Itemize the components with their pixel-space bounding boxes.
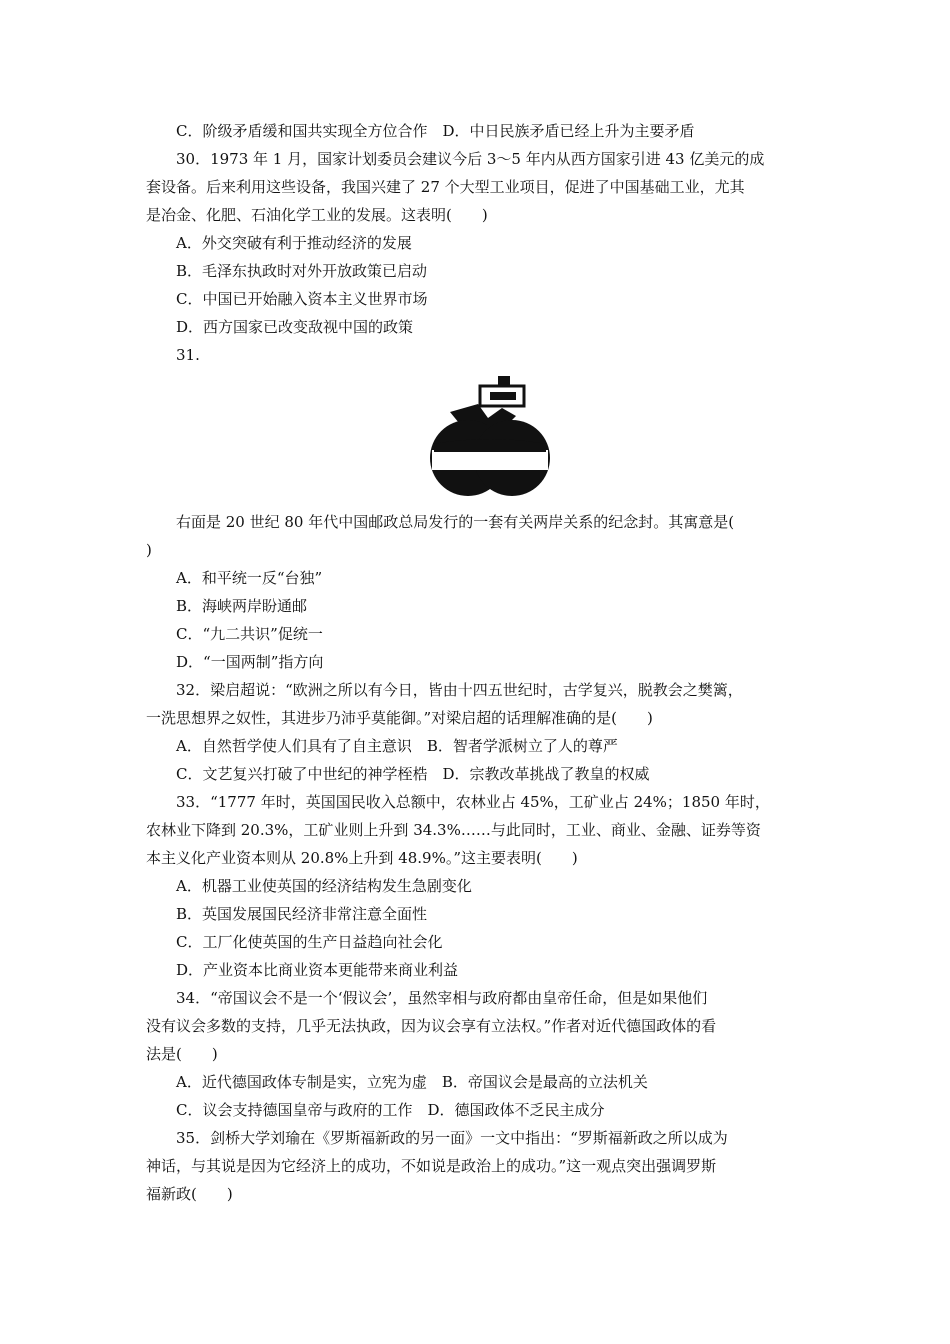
- q35-stem-line-3: 福新政( ): [146, 1185, 233, 1203]
- q30-stem-line-2: 套设备。后来利用这些设备，我国兴建了 27 个大型工业项目，促进了中国基础工业，尤其: [146, 178, 745, 196]
- q33-option-a: A．机器工业使英国的经济结构发生急剧变化: [176, 877, 472, 895]
- q34-stem-line-3: 法是( ): [146, 1045, 218, 1063]
- q33-option-b: B．英国发展国民经济非常注意全面性: [176, 905, 428, 923]
- q30-option-b: B．毛泽东执政时对外开放政策已启动: [176, 262, 428, 280]
- commemorative-cover-logo-image: [428, 374, 552, 506]
- q30-stem-line-3: 是冶金、化肥、石油化学工业的发展。这表明( ): [146, 206, 488, 224]
- q30-option-c: C．中国已开始融入资本主义世界市场: [176, 290, 428, 308]
- q34-option-c-d: C．议会支持德国皇帝与政府的工作 D．德国政体不乏民主成分: [176, 1101, 605, 1119]
- q33-stem-line-3: 本主义化产业资本则从 20.8%上升到 48.9%。”这主要表明( ): [146, 849, 578, 867]
- q35-stem-line-2: 神话，与其说是因为它经济上的成功，不如说是政治上的成功。”这一观点突出强调罗斯: [146, 1157, 717, 1175]
- logo-white-band: [432, 450, 548, 470]
- q33-stem-line-2: 农林业下降到 20.3%，工矿业则上升到 34.3%……与此同时，工业、商业、金融、证券等资: [146, 821, 761, 839]
- q29-option-c-d: C．阶级矛盾缓和国共实现全方位合作 D．中日民族矛盾已经上升为主要矛盾: [176, 122, 695, 140]
- q31-stem-line-1: 右面是 20 世纪 80 年代中国邮政总局发行的一套有关两岸关系的纪念封。其寓意是(: [176, 513, 735, 531]
- q32-option-c-d: C．文艺复兴打破了中世纪的神学桎梏 D．宗教改革挑战了教皇的权威: [176, 765, 650, 783]
- q30-option-a: A．外交突破有利于推动经济的发展: [176, 234, 412, 252]
- logo-emblem-bar: [490, 392, 516, 400]
- q31-number: 31.: [176, 346, 200, 364]
- q31-option-d: D．“一国两制”指方向: [176, 653, 324, 671]
- q34-option-a-b: A．近代德国政体专制是实，立宪为虚 B．帝国议会是最高的立法机关: [176, 1073, 648, 1091]
- q32-stem-line-1: 32．梁启超说：“欧洲之所以有今日，皆由十四五世纪时，古学复兴，脱教会之樊篱，: [176, 681, 743, 699]
- q34-stem-line-2: 没有议会多数的支持，几乎无法执政，因为议会享有立法权。”作者对近代德国政体的看: [146, 1017, 717, 1035]
- q33-stem-line-1: 33．“1777 年时，英国国民收入总额中，农林业占 45%，工矿业占 24%；1850 年时，: [176, 793, 770, 811]
- q33-option-c: C．工厂化使英国的生产日益趋向社会化: [176, 933, 443, 951]
- q35-stem-line-1: 35．剑桥大学刘瑜在《罗斯福新政的另一面》一文中指出：“罗斯福新政之所以成为: [176, 1129, 728, 1147]
- q30-option-d: D．西方国家已改变敌视中国的政策: [176, 318, 414, 336]
- q31-stem-line-2: ): [146, 541, 152, 559]
- q34-stem-line-1: 34．“帝国议会不是一个‘假议会’，虽然宰相与政府都由皇帝任命，但是如果他们: [176, 989, 708, 1007]
- q31-option-c: C．“九二共识”促统一: [176, 625, 323, 643]
- q31-option-b: B．海峡两岸盼通邮: [176, 597, 308, 615]
- q31-option-a: A．和平统一反“台独”: [176, 569, 323, 587]
- q30-stem-line-1: 30．1973 年 1 月，国家计划委员会建议今后 3～5 年内从西方国家引进 43 亿美元的成: [176, 150, 765, 168]
- q32-stem-line-2: 一洗思想界之奴性，其进步乃沛乎莫能御。”对梁启超的话理解准确的是( ): [146, 709, 653, 727]
- q33-option-d: D．产业资本比商业资本更能带来商业利益: [176, 961, 459, 979]
- q32-option-a-b: A．自然哲学使人们具有了自主意识 B．智者学派树立了人的尊严: [176, 737, 618, 755]
